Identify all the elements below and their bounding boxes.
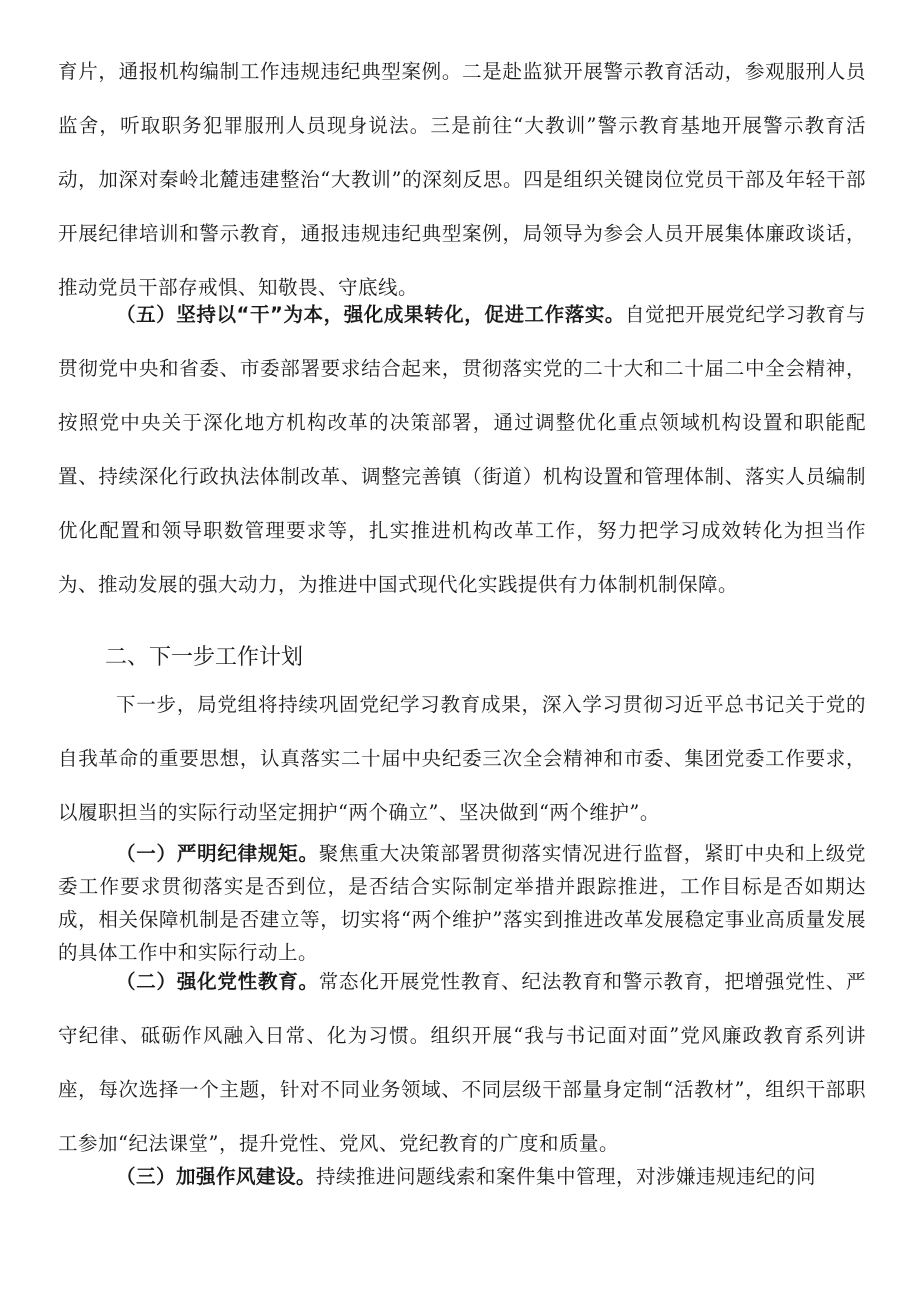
section-5-title: （五）坚持以“干”为本，强化成果转化，促进工作落实。 xyxy=(116,303,625,326)
section-5-paragraph xyxy=(58,288,866,612)
section-5-body: 自觉把开展党纪学习教育与贯彻党中央和省委、市委部署要求结合起来，贯彻落实党的二十大和二十届二中全会精神，按照党中央关于深化地方机构改革的决策部署，通过调整优化重点领域机构设置和职能配置、持续深化行政执法体制改革、调整完善镇（街道）机构设置和管理体制、落实人员编制优化配置和领导职数管理要求等，扎实推进机构改革工作，努力把学习成效转化为担当作为、推动发展的强大动力，为推进中国式现代化实践提供有力体制机制保障。 xyxy=(58,303,866,596)
paragraph-continuation-text: 育片，通报机构编制工作违规违纪典型案例。二是赴监狱开展警示教育活动，参观服刑人员监舍，听取职务犯罪服刑人员现身说法。三是前往“大教训”警示教育基地开展警示教育活动，加深对秦岭北麓违建整治“大教训”的深刻反思。四是组织关键岗位党员干部及年轻干部开展纪律培训和警示教育，通报违规违纪典型案例，局领导为参会人员开展集体廉政谈话，推动党员干部存戒惧、知敬畏、守底线。 xyxy=(58,60,866,299)
item-1-body: 聚焦重大决策部署贯彻落实情况进行监督，紧盯中央和上级党委工作要求贯彻落实是否到位，是否结合实际制定举措并跟踪推进，工作目标是否如期达成，相关保障机制是否建立等，切实将“两个维护”落实到推进改革发展稳定事业高质量发展的具体工作中和实际行动上。 xyxy=(58,842,866,964)
paragraph-continuation xyxy=(58,45,866,315)
intro-text: 下一步，局党组将持续巩固党纪学习教育成果，深入学习贯彻习近平总书记关于党的自我革命的重要思想，认真落实二十届中央纪委三次全会精神和市委、集团党委工作要求，以履职担当的实际行动坚定拥护“两个确立”、坚决做到“两个维护”。 xyxy=(58,693,866,824)
item-1-paragraph xyxy=(58,837,866,969)
item-2-title: （二）强化党性教育。 xyxy=(116,970,319,993)
item-3-title: （三）加强作风建设。 xyxy=(116,1165,317,1188)
item-3-body: 持续推进问题线索和案件集中管理，对涉嫌违规违纪的问 xyxy=(316,1165,817,1188)
item-2-body: 常态化开展党性教育、纪法教育和警示教育，把增强党性、严守纪律、砥砺作风融入日常、化为习惯。组织开展“我与书记面对面”党风廉政教育系列讲座，每次选择一个主题，针对不同业务领域、不同层级干部量身定制“活教材”，组织干部职工参加“纪法课堂”，提升党性、党风、党纪教育的广度和质量。 xyxy=(58,970,866,1155)
item-2-paragraph xyxy=(58,955,866,1171)
section-heading-next-steps: 二、下一步工作计划 xyxy=(105,645,304,670)
item-3-paragraph xyxy=(58,1150,866,1204)
item-1-title: （一）严明纪律规矩。 xyxy=(116,842,319,865)
intro-paragraph xyxy=(58,678,866,840)
